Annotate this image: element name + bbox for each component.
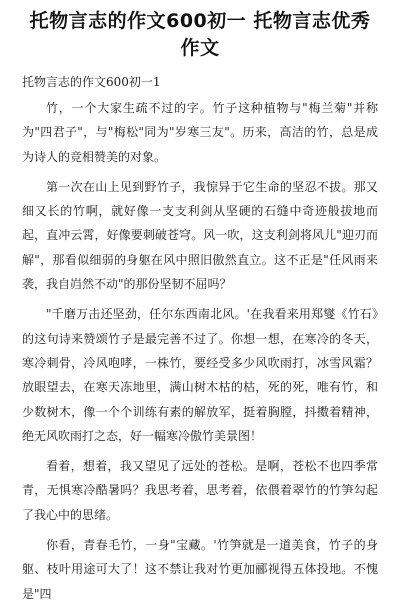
paragraph: 看着，想着，我又望见了远处的苍松。是啊，苍松不也四季常青，无惧寒冷酷暑吗？我思考着，思考着，依偎着翠竹的竹笋勾起了我心中的思绪。 — [22, 459, 378, 522]
article-subtitle: 托物言志的作文600初一1 — [22, 75, 161, 89]
paragraph: 你看，青春毛竹，一身"宝藏。'竹笋就是一道美食，竹子的身躯、枝叶用途可大了！这不禁让我对竹更加郦视得五体投地。不愧是"四 — [22, 538, 378, 601]
paragraph: 第一次在山上见到野竹子，我惊异于它生命的坚忍不拔。那又细又长的竹啊，就好像一支支利剑从坚硬的石缝中奇迹般拔地而起，直冲云霄，好像要刺破苍穹。风一吹，这支利剑将风儿"迎刃而解"，那看似细弱的身躯在风中照旧傲然直立。这不正是"任风雨来袭，我自岿然不动"的那份坚韧不屈吗？ — [22, 179, 378, 292]
paragraph: "千磨万击还坚劲，任尔东西南北风。'在我看来用郑燮《竹石》的这句诗来赞颂竹子是最完善不过了。你想一想，在寒冷的冬天，寒冷刺骨，冷风咆哮，一株竹，要经受多少风吹雨打，冰雪风霜？放眼望去，在寒天冻地里，满山树木枯的枯，死的死，唯有竹，和少数树木，像一个个训练有素的解放军，挺着胸膛，抖擞着精神，绝无风吹雨打之态，好一幅寒冷傲竹美景图！ — [22, 307, 378, 443]
paragraph: 竹，一个大家生疏不过的字。竹子这种植物与"梅兰菊"并称为"四君子"，与"梅松"同为"岁寒三友"。历来，高洁的竹，总是成为诗人的竞相赞美的对象。 — [22, 101, 378, 164]
article-title: 托物言志的作文600初一 托物言志优秀作文 — [29, 10, 371, 59]
